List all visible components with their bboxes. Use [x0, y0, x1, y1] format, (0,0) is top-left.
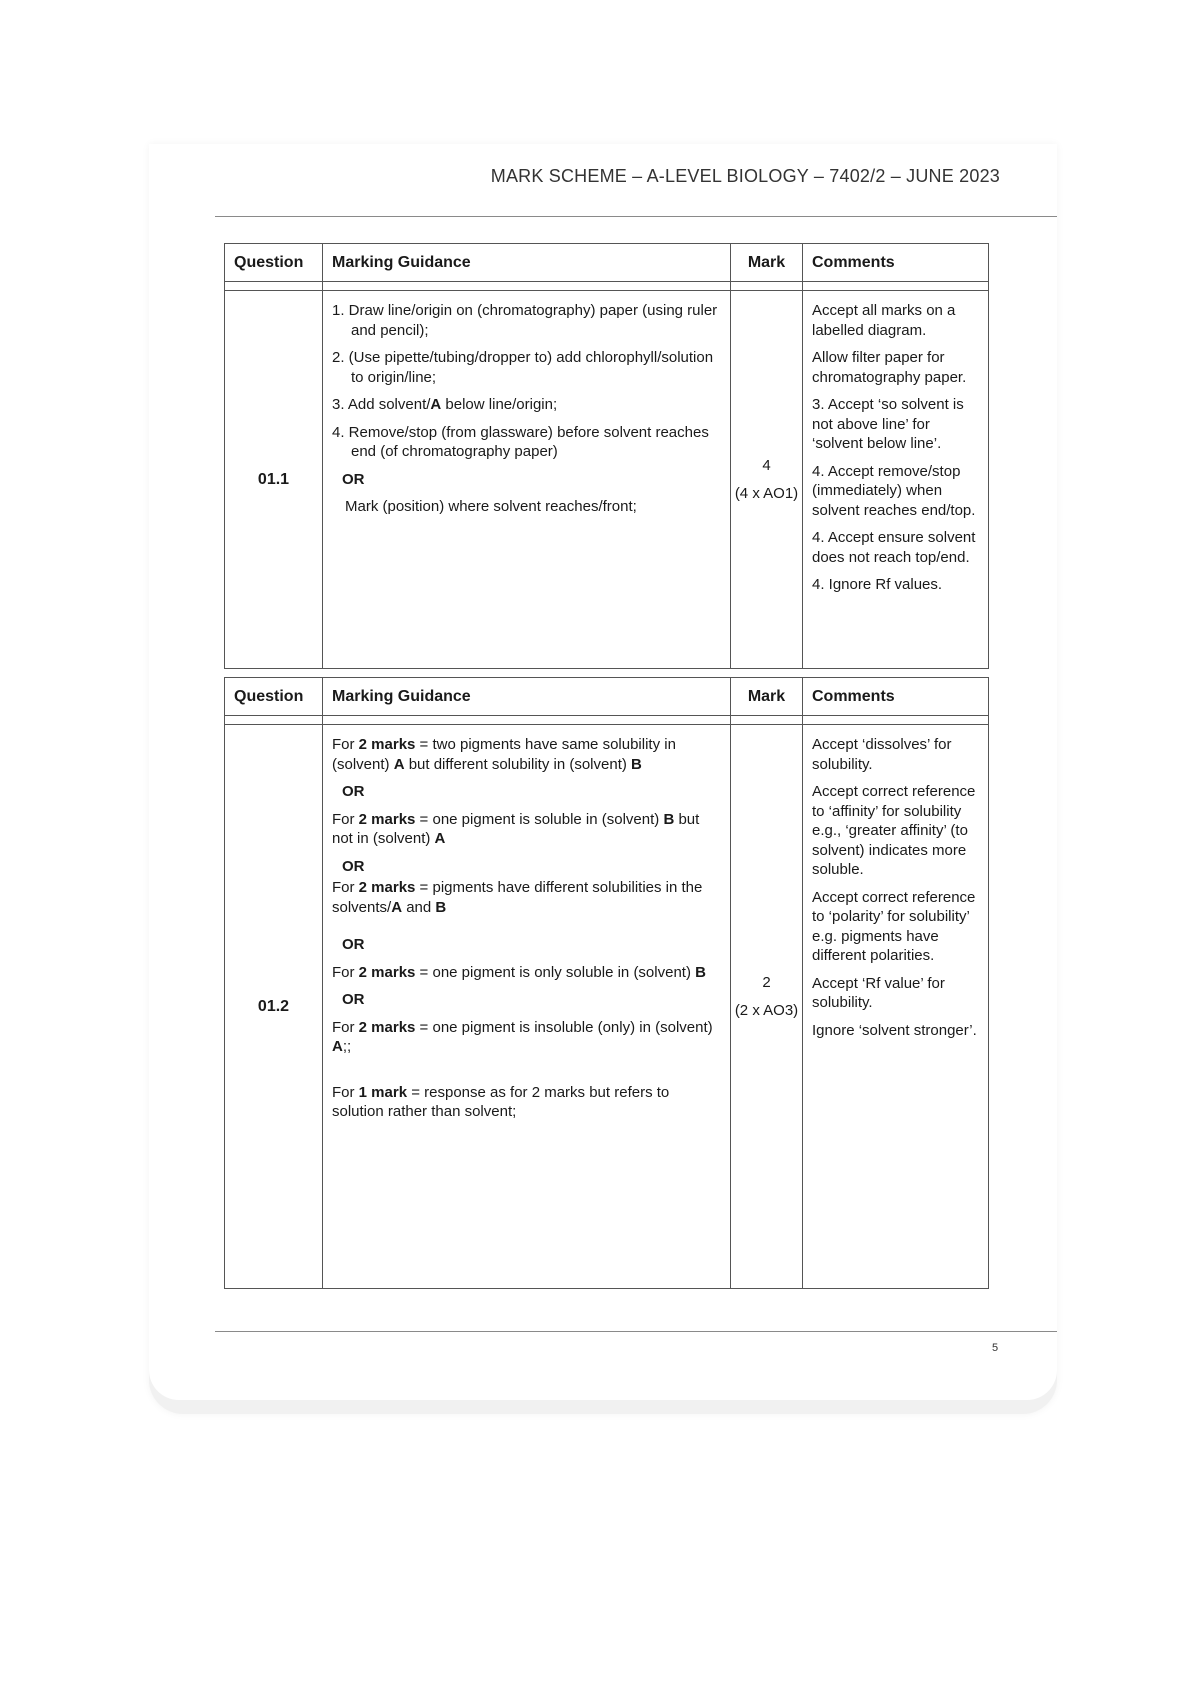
- table-header-row: [225, 244, 989, 282]
- marking-guidance-cell: [323, 291, 731, 669]
- table-gap: [225, 716, 989, 725]
- guidance-item: 4. Remove/stop (from glassware) before solvent reaches end (of chromatography paper): [332, 423, 709, 460]
- table-row: [225, 725, 989, 1289]
- or-label: OR: [342, 991, 365, 1008]
- guidance-item: For 2 marks = pigments have different solubilities in the solvents/A and B: [332, 879, 703, 916]
- comment-item: 4. Accept ensure solvent does not reach top/end.: [812, 529, 976, 566]
- or-label: OR: [342, 470, 365, 488]
- mark-value: 4: [762, 457, 771, 474]
- footer-rule: [215, 1331, 1057, 1332]
- mark-assessment-objective: (2 x AO3): [734, 1001, 799, 1019]
- comment-item: 4. Accept remove/stop (immediately) when solvent reaches end/top.: [812, 462, 976, 519]
- or-label: OR: [342, 783, 365, 800]
- mark-scheme-table-01-1: [224, 243, 989, 669]
- guidance-item: For 2 marks = two pigments have same solubility in (solvent) A but different solubility in (solvent) B: [332, 736, 676, 773]
- mark-scheme-table-01-2: [224, 677, 989, 1289]
- col-header-question: Question: [225, 244, 323, 282]
- comment-item: Accept correct reference to ‘affinity’ for solubility e.g., ‘greater affinity’ (to solvent) indicates more soluble.: [812, 783, 976, 878]
- table-gap: [225, 282, 989, 291]
- col-header-comments: Comments: [803, 678, 989, 716]
- col-header-question: Question: [225, 678, 323, 716]
- or-label: OR: [342, 857, 365, 875]
- or-label: OR: [342, 936, 365, 953]
- col-header-guidance: Marking Guidance: [323, 244, 731, 282]
- comment-item: Accept all marks on a labelled diagram.: [812, 302, 956, 339]
- page-header-title: MARK SCHEME – A-LEVEL BIOLOGY – 7402/2 – JUNE 2023: [490, 166, 1000, 186]
- guidance-item: 3. Add solvent/A below line/origin;: [332, 396, 558, 413]
- guidance-item: For 2 marks = one pigment is soluble in (solvent) B but not in (solvent) A: [332, 810, 700, 847]
- mark-cell: [731, 291, 803, 669]
- table-row: [225, 291, 989, 669]
- guidance-item: For 2 marks = one pigment is insoluble (only) in (solvent) A;;: [332, 1018, 713, 1055]
- comment-item: Ignore ‘solvent stronger’.: [812, 1021, 977, 1039]
- comment-item: 4. Ignore Rf values.: [812, 576, 943, 593]
- guidance-item: For 1 mark = response as for 2 marks but refers to solution rather than solvent;: [332, 1083, 670, 1120]
- guidance-item: 1. Draw line/origin on (chromatography) paper (using ruler and pencil);: [332, 302, 718, 339]
- comment-item: Accept correct reference to ‘polarity’ for solubility’ e.g. pigments have different polarities.: [812, 888, 976, 964]
- col-header-mark: Mark: [731, 244, 803, 282]
- comment-item: Accept ‘Rf value’ for solubility.: [812, 974, 945, 1011]
- header-rule: [215, 216, 1057, 217]
- comments-cell: [803, 291, 989, 669]
- comment-item: Accept ‘dissolves’ for solubility.: [812, 736, 952, 773]
- mark-assessment-objective: (4 x AO1): [734, 484, 799, 502]
- col-header-comments: Comments: [803, 244, 989, 282]
- page-number: 5: [992, 1342, 999, 1354]
- mark-value: 2: [762, 974, 771, 991]
- question-number: 01.2: [225, 725, 323, 1289]
- col-header-mark: Mark: [731, 678, 803, 716]
- col-header-guidance: Marking Guidance: [323, 678, 731, 716]
- question-number: 01.1: [225, 291, 323, 669]
- table-header-row: [225, 678, 989, 716]
- comment-item: Allow filter paper for chromatography paper.: [812, 349, 967, 386]
- guidance-item: 2. (Use pipette/tubing/dropper to) add chlorophyll/solution to origin/line;: [332, 349, 714, 386]
- guidance-item: For 2 marks = one pigment is only soluble in (solvent) B: [332, 963, 706, 981]
- guidance-item: Mark (position) where solvent reaches/front;: [345, 498, 637, 515]
- comments-cell: [803, 725, 989, 1289]
- mark-cell: [731, 725, 803, 1289]
- comment-item: 3. Accept ‘so solvent is not above line’ for ‘solvent below line’.: [812, 396, 964, 452]
- marking-guidance-cell: [323, 725, 731, 1289]
